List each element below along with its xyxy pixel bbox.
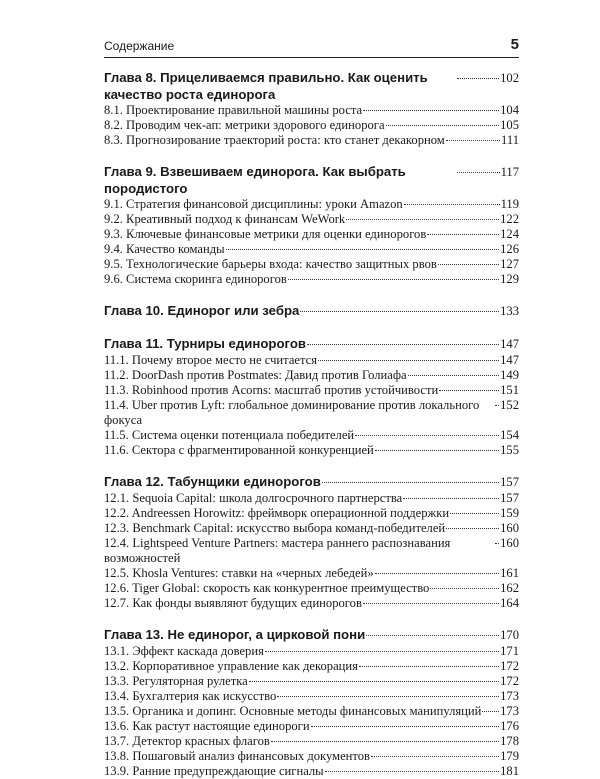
dot-leader — [438, 264, 499, 265]
entry-title: 13.7. Детектор красных флагов — [104, 734, 270, 748]
entry-page: 181 — [500, 764, 519, 778]
dot-leader — [288, 279, 499, 280]
toc-entry — [104, 353, 519, 368]
entry-page: 164 — [500, 596, 519, 610]
dot-leader — [311, 726, 500, 727]
entry-page: 176 — [500, 719, 519, 733]
toc-entry — [104, 197, 519, 212]
entry-title: 13.1. Эффект каскада доверия — [104, 644, 264, 658]
toc-entry — [104, 443, 519, 458]
toc-entry — [104, 749, 519, 764]
toc-entry — [104, 689, 519, 704]
chapter-title: Глава 12. Табунщики единорогов — [104, 474, 321, 489]
toc-entry — [104, 644, 519, 659]
entry-page: 155 — [500, 443, 519, 457]
dot-leader — [404, 204, 500, 205]
chapter-section — [104, 626, 519, 779]
dot-leader — [375, 573, 499, 574]
entry-page: 119 — [500, 197, 519, 211]
entry-title: 9.4. Качество команды — [104, 242, 225, 256]
dot-leader — [482, 711, 499, 712]
chapter-heading — [104, 473, 519, 491]
toc-entry — [104, 521, 519, 536]
toc-entry — [104, 242, 519, 257]
entry-title: 11.4. Uber против Lyft: глобальное доминирование против локального фокуса — [104, 398, 480, 427]
dot-leader — [307, 344, 499, 345]
entry-page: 129 — [500, 272, 519, 286]
dot-leader — [457, 78, 499, 79]
chapter-heading — [104, 69, 519, 103]
toc-entry — [104, 491, 519, 506]
dot-leader — [355, 435, 499, 436]
toc-entry — [104, 566, 519, 581]
toc-entry — [104, 398, 519, 428]
entry-title: 12.4. Lightspeed Venture Partners: мастера раннего распознавания возможностей — [104, 536, 451, 565]
chapter-section — [104, 302, 519, 320]
page-number: 5 — [510, 36, 519, 53]
entry-title: 12.5. Khosla Ventures: ставки на «черных лебедей» — [104, 566, 374, 580]
toc-entry — [104, 212, 519, 227]
toc-entry — [104, 368, 519, 383]
chapter-page: 157 — [500, 475, 519, 489]
entry-page: 105 — [500, 118, 519, 132]
dot-leader — [265, 651, 499, 652]
entry-title: 8.2. Проводим чек-ап: метрики здорового единорога — [104, 118, 385, 132]
entry-title: 13.3. Регуляторная рулетка — [104, 674, 248, 688]
toc-entry — [104, 257, 519, 272]
entry-title: 12.6. Tiger Global: скорость как конкурентное преимущество — [104, 581, 430, 595]
entry-title: 13.2. Корпоративное управление как декорация — [104, 659, 358, 673]
entry-page: 162 — [500, 581, 519, 595]
entry-page: 160 — [500, 521, 519, 535]
chapter-heading — [104, 302, 519, 320]
toc-entry — [104, 734, 519, 749]
entry-title: 12.2. Andreessen Horowitz: фреймворк операционной поддержки — [104, 506, 450, 520]
toc-entry — [104, 227, 519, 242]
dot-leader — [450, 513, 499, 514]
chapter-title: Глава 10. Единорог или зебра — [104, 303, 300, 318]
entry-page: 122 — [500, 212, 519, 226]
toc-entry — [104, 536, 519, 566]
chapter-title: Глава 8. Прицеливаемся правильно. Как оценить качество роста единорога — [104, 70, 428, 102]
dot-leader — [226, 249, 499, 250]
toc-entry — [104, 118, 519, 133]
dot-leader — [249, 681, 499, 682]
entry-page: 171 — [500, 644, 519, 658]
dot-leader — [446, 528, 499, 529]
chapter-section — [104, 473, 519, 611]
entry-title: 9.2. Креативный подход к финансам WeWork — [104, 212, 346, 226]
entry-page: 126 — [500, 242, 519, 256]
entry-page: 178 — [500, 734, 519, 748]
entry-title: 12.3. Benchmark Capital: искусство выбора команд-победителей — [104, 521, 446, 535]
dot-leader — [457, 172, 500, 173]
toc-entry — [104, 596, 519, 611]
dot-leader — [359, 666, 499, 667]
dot-leader — [300, 311, 499, 312]
chapter-section — [104, 335, 519, 458]
toc-entry — [104, 659, 519, 674]
chapter-page: 147 — [500, 337, 519, 351]
entry-title: 12.7. Как фонды выявляют будущих единорогов — [104, 596, 362, 610]
entry-title: 11.1. Почему второе место не считается — [104, 353, 318, 367]
entry-page: 161 — [500, 566, 519, 580]
chapter-heading — [104, 626, 519, 644]
table-of-contents — [104, 69, 519, 779]
toc-entry — [104, 103, 519, 118]
running-header — [104, 36, 519, 58]
chapter-title: Глава 11. Турниры единорогов — [104, 336, 306, 351]
entry-title: 13.6. Как растут настоящие единороги — [104, 719, 310, 733]
dot-leader — [371, 756, 499, 757]
chapter-title: Глава 13. Не единорог, а цирковой пони — [104, 627, 366, 642]
dot-leader — [495, 543, 499, 544]
dot-leader — [446, 140, 500, 141]
entry-page: 154 — [500, 428, 519, 442]
chapter-page: 133 — [500, 304, 519, 318]
dot-leader — [318, 360, 499, 361]
dot-leader — [363, 603, 499, 604]
entry-title: 13.5. Органика и допинг. Основные методы финансовых манипуляций — [104, 704, 482, 718]
entry-title: 13.4. Бухгалтерия как искусство — [104, 689, 277, 703]
chapter-page: 170 — [500, 628, 519, 642]
entry-page: 173 — [500, 704, 519, 718]
chapter-title: Глава 9. Взвешиваем единорога. Как выбрать породистого — [104, 164, 406, 196]
entry-title: 9.5. Технологические барьеры входа: качество защитных рвов — [104, 257, 437, 271]
dot-leader — [322, 482, 499, 483]
entry-page: 104 — [500, 103, 519, 117]
toc-entry — [104, 581, 519, 596]
entry-page: 172 — [500, 674, 519, 688]
entry-title: 8.3. Прогнозирование траекторий роста: кто станет декакорном — [104, 133, 445, 147]
entry-page: 159 — [500, 506, 519, 520]
dot-leader — [271, 741, 499, 742]
entry-page: 149 — [500, 368, 519, 382]
dot-leader — [495, 405, 499, 406]
dot-leader — [386, 125, 500, 126]
chapter-page: 102 — [500, 71, 519, 85]
toc-entry — [104, 764, 519, 779]
chapter-section — [104, 163, 519, 287]
chapter-heading — [104, 335, 519, 353]
entry-page: 160 — [500, 536, 519, 550]
toc-entry — [104, 719, 519, 734]
entry-page: 172 — [500, 659, 519, 673]
dot-leader — [277, 696, 499, 697]
entry-page: 111 — [501, 133, 519, 147]
entry-title: 11.6. Сектора с фрагментированной конкуренцией — [104, 443, 374, 457]
dot-leader — [439, 390, 499, 391]
toc-entry — [104, 272, 519, 287]
entry-page: 147 — [500, 353, 519, 367]
entry-title: 11.3. Robinhood против Acorns: масштаб против устойчивости — [104, 383, 439, 397]
dot-leader — [408, 375, 500, 376]
toc-entry — [104, 428, 519, 443]
dot-leader — [366, 635, 499, 636]
entry-page: 124 — [500, 227, 519, 241]
entry-page: 173 — [500, 689, 519, 703]
dot-leader — [363, 110, 499, 111]
entry-page: 179 — [500, 749, 519, 763]
entry-title: 12.1. Sequoia Capital: школа долгосрочного партнерства — [104, 491, 403, 505]
entry-title: 9.1. Стратегия финансовой дисциплины: уроки Amazon — [104, 197, 403, 211]
entry-page: 127 — [500, 257, 519, 271]
dot-leader — [430, 588, 499, 589]
toc-entry — [104, 674, 519, 689]
chapter-heading — [104, 163, 519, 197]
chapter-page: 117 — [500, 165, 519, 179]
entry-title: 9.3. Ключевые финансовые метрики для оценки единорогов — [104, 227, 427, 241]
toc-entry — [104, 704, 519, 719]
entry-page: 157 — [500, 491, 519, 505]
entry-title: 9.6. Система скоринга единорогов — [104, 272, 287, 286]
entry-title: 11.5. Система оценки потенциала победителей — [104, 428, 355, 442]
dot-leader — [375, 450, 499, 451]
entry-title: 13.9. Ранние предупреждающие сигналы — [104, 764, 324, 778]
header-title: Содержание — [104, 39, 175, 53]
entry-title: 13.8. Пошаговый анализ финансовых документов — [104, 749, 370, 763]
entry-page: 151 — [500, 383, 519, 397]
entry-title: 11.2. DoorDash против Postmates: Давид против Голиафа — [104, 368, 407, 382]
toc-entry — [104, 133, 519, 148]
chapter-section — [104, 69, 519, 148]
dot-leader — [325, 771, 499, 772]
dot-leader — [403, 498, 499, 499]
dot-leader — [346, 219, 499, 220]
entry-title: 8.1. Проектирование правильной машины роста — [104, 103, 363, 117]
entry-page: 152 — [500, 398, 519, 412]
dot-leader — [427, 234, 499, 235]
toc-entry — [104, 506, 519, 521]
toc-entry — [104, 383, 519, 398]
